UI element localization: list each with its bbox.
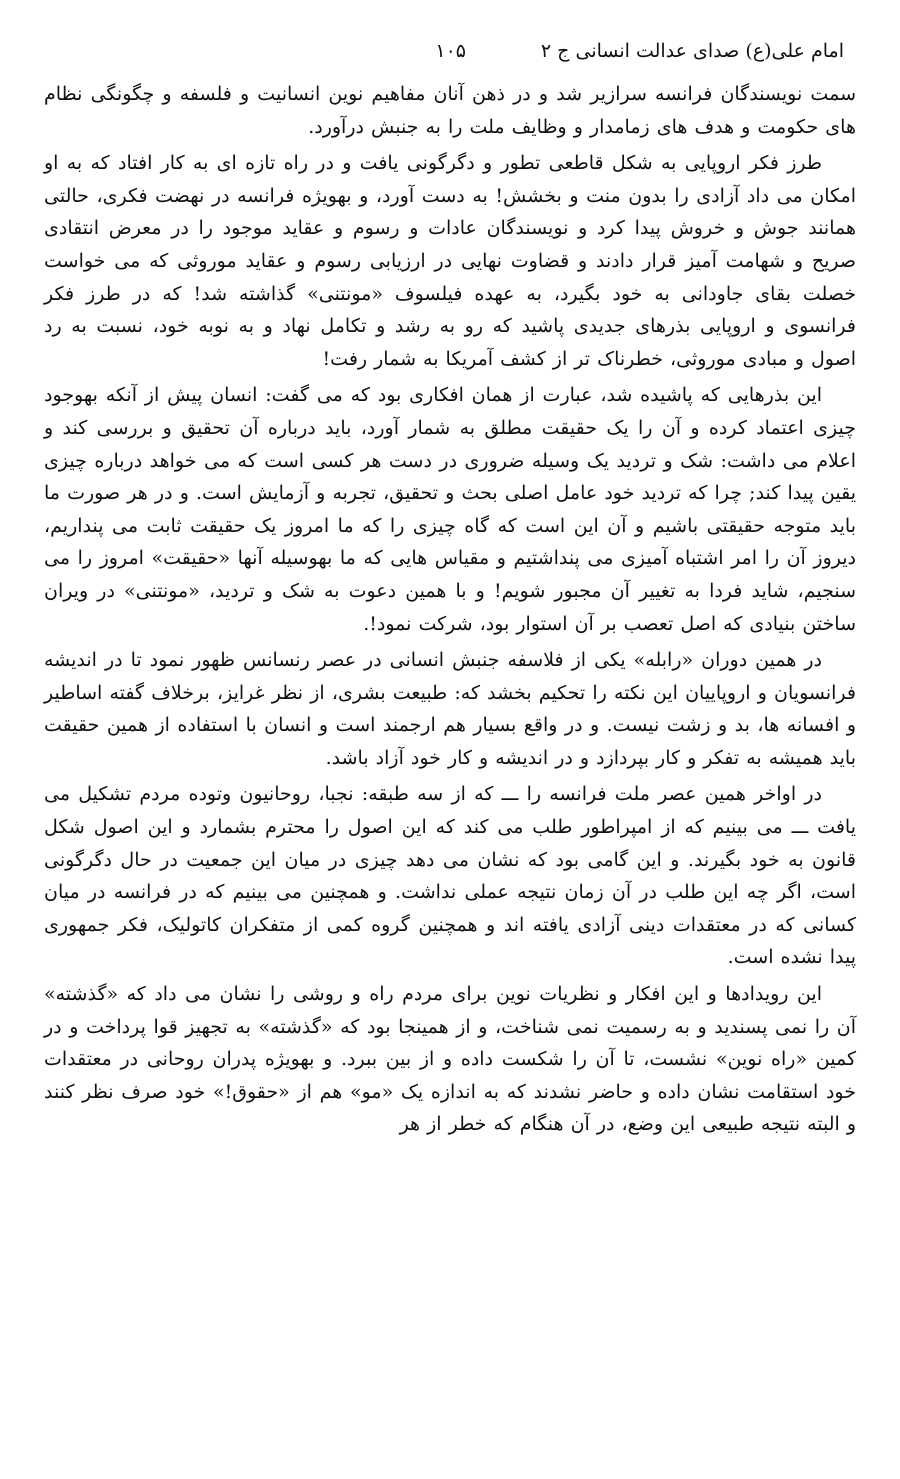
- running-header: [44, 36, 856, 70]
- paragraph-european-thought: طرز فکر اروپایی به شکل قاطعی تطور و دگرگونی یافت و در راه تازه ای به کار افتاد که به او امکان می داد آزادی را بدون منت و بخشش! به دست آورد، و بهویژه فرانسه در نهضت فکری، حالتی همانند جوش و خروش پیدا کرد و نویسندگان عادات و رسوم و عقاید موجود را در معرض انتقادی صریح و شهامت آمیز قرار دادند و قضاوت نهایی در ارزیابی رسوم و عقاید موروثی که می خواست خصلت بقای جاودانی به خود بگیرد، به عهده فیلسوف «مونتنی» گذاشته شد! که در طرز فکر فرانسوی و اروپایی بذرهای جدیدی پاشید که رو به رشد و تکامل نهاد و به نوبه خود، نسبت به رد اصول و مبادی موروثی، خطرناک تر از کشف آمریکا به شمار رفت!: [44, 152, 856, 370]
- page-number: ۱۰۵: [435, 40, 466, 62]
- paragraph-continuation: سمت نویسندگان فرانسه سرازیر شد و در ذهن آنان مفاهیم نوین انسانیت و فلسفه و چگونگی نظام های حکومت و هدف های زمامدار و وظایف ملت را به جنبش درآورد.: [44, 83, 856, 138]
- body-text: [44, 78, 856, 1141]
- paragraph-rabelais: در همین دوران «رابله» یکی از فلاسفه جنبش انسانی در عصر رنسانس ظهور نمود تا در اندیشه فرانسویان و اروپاییان این نکته را تحکیم بخشد که: طبیعت بشری، از نظر غرایز، برخلاف گفته اساطیر و افسانه ها، بد و زشت نیست. و در واقع بسیار هم ارجمند است و انسان با استفاده از همین حقیقت باید همیشه به تفکر و کار بپردازد و در اندیشه و کار خود آزاد باشد.: [44, 649, 856, 769]
- paragraph-new-path: این رویدادها و این افکار و نظریات نوین برای مردم راه و روشی را نشان می داد که «گذشته» آن را نمی پسندید و به رسمیت نمی شناخت، و از همینجا بود که «گذشته» به تجهیز قوا پرداخت و در کمین «راه نوین» نشست، تا آن را شکست داده و از بین ببرد. و بهویژه پدران روحانی در معتقدات خود استقامت نشان داده و حاضر نشدند که به اندازه یک «مو» هم از «حقوق!» خود صرف نظر کنند و البته نتیجه طبیعی این وضع، در آن هنگام که خطر از هر: [44, 983, 856, 1136]
- paragraph-three-estates: در اواخر همین عصر ملت فرانسه را ـــ که از سه طبقه: نجبا، روحانیون وتوده مردم تشکیل می یافت ـــ می بینیم که از امپراطور طلب می کند که این اصول را محترم بشمارد و این اصول شکل قانون به خود بگیرند. و این گامی بود که نشان می دهد چیزی در میان این جمعیت در حال دگرگونی است، اگر چه این طلب در آن زمان نتیجه عملی نداشت. و همچنین می بینیم که در فرانسه در میان کسانی که در معتقدات دینی آزادی یافته اند و همچنین گروه کمی از متفکران کاتولیک، فکر جمهوری پیدا نشده است.: [44, 783, 856, 969]
- paragraph-doubt-seeds: این بذرهایی که پاشیده شد، عبارت از همان افکاری بود که می گفت: انسان پیش از آنکه بهوجود چیزی اعتماد کرده و آن را یک حقیقت مطلق به شمار آورد، باید درباره آن تحقیق و بررسی کند و اعلام می داشت: شک و تردید یک وسیله ضروری در دست هر کسی است که می خواهد درباره چیزی یقین پیدا کند; چرا که تردید خود عامل اصلی بحث و تحقیق، تجربه و آزمایش است. و در هر صورت ما باید متوجه حقیقتی باشیم و آن این است که گاه چیزی را که ما امروز یک حقیقت ثابت می پنداریم، دیروز آن را امر اشتباه آمیزی می پنداشتیم و مقیاس هایی که ما بهوسیله آنها «حقیقت» امروز را می سنجیم، شاید فردا به تغییر آن مجبور شویم! و با همین دعوت به شک و تردید، «مونتنی» در ویران ساختن بنیادی که اصل تعصب بر آن استوار بود، شرکت نمود!.: [44, 384, 856, 635]
- book-title: امام علی(ع) صدای عدالت انسانی ج ۲: [540, 40, 844, 62]
